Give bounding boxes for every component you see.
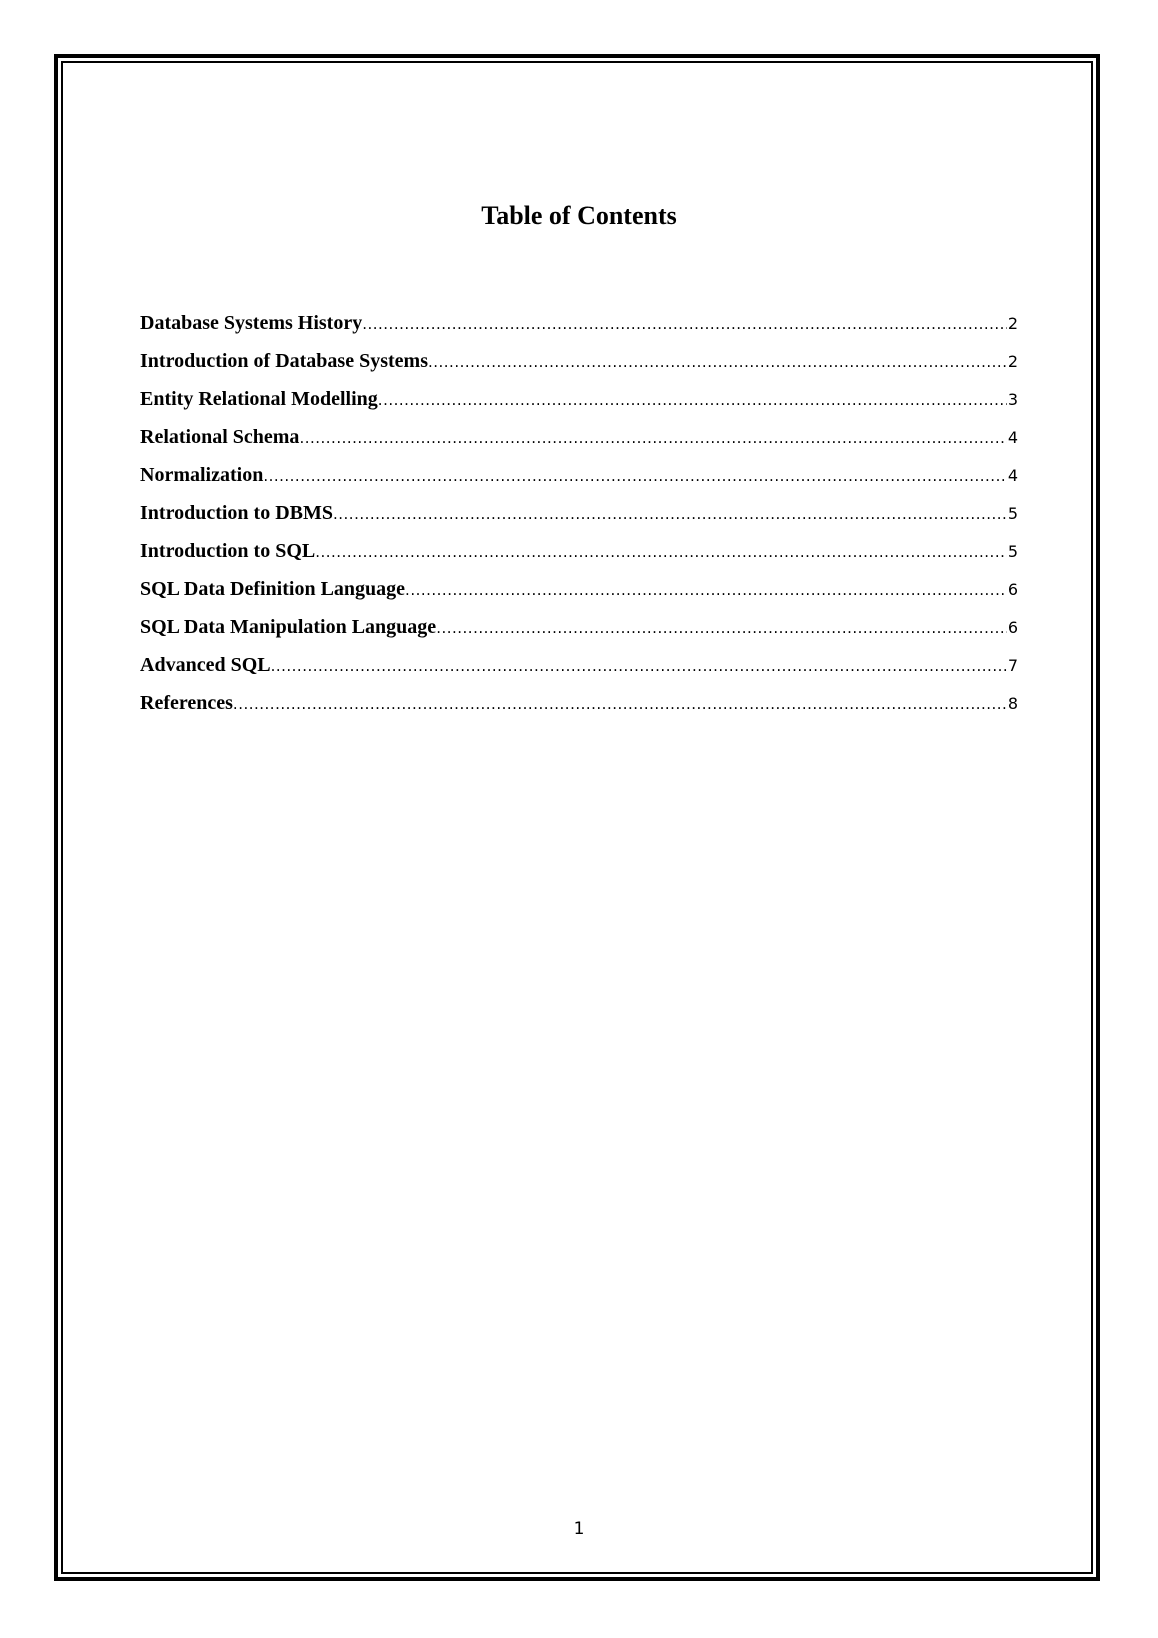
toc-entry[interactable] [140, 688, 1018, 726]
toc-entry-label[interactable]: Advanced SQL [140, 654, 271, 676]
toc-entry-label[interactable]: References [140, 692, 233, 714]
toc-entry-label[interactable]: Introduction to SQL [140, 540, 316, 562]
toc-entry[interactable] [140, 574, 1018, 612]
toc-dot-leader [362, 309, 1007, 339]
toc-entry[interactable] [140, 308, 1018, 346]
toc-entry-page[interactable]: 3 [1007, 390, 1018, 409]
toc-entry-label[interactable]: Introduction to DBMS [140, 502, 333, 524]
toc-entry-label[interactable]: SQL Data Manipulation Language [140, 616, 437, 638]
toc-dot-leader [436, 613, 1007, 643]
toc-entry-label[interactable]: Database Systems History [140, 312, 363, 334]
toc-entry-label[interactable]: Relational Schema [140, 426, 300, 448]
toc-entry-page[interactable]: 6 [1007, 618, 1018, 637]
toc-dot-leader [428, 347, 1007, 377]
page-number: 1 [573, 1519, 585, 1539]
toc-dot-leader [233, 689, 1007, 719]
toc-entry[interactable] [140, 346, 1018, 384]
toc-entry[interactable] [140, 460, 1018, 498]
toc-entry-page[interactable]: 4 [1007, 466, 1018, 485]
toc-dot-leader [315, 537, 1007, 567]
toc-entry[interactable] [140, 422, 1018, 460]
toc-entry-label[interactable]: Normalization [140, 464, 264, 486]
toc-entry-page[interactable]: 6 [1007, 580, 1018, 599]
toc-entry-page[interactable]: 2 [1007, 352, 1018, 371]
toc-dot-leader [378, 385, 1007, 415]
toc-entry-page[interactable]: 5 [1007, 504, 1018, 523]
toc-entry-label[interactable]: Entity Relational Modelling [140, 388, 378, 410]
page-border-inner [61, 61, 1093, 1574]
toc-entry[interactable] [140, 536, 1018, 574]
toc-dot-leader [263, 461, 1007, 491]
toc-entry-label[interactable]: SQL Data Definition Language [140, 578, 406, 600]
toc-dot-leader [405, 575, 1007, 605]
toc-entry-page[interactable]: 2 [1007, 314, 1018, 333]
toc-dot-leader [299, 423, 1006, 453]
toc-dot-leader [333, 499, 1007, 529]
toc-entry-page[interactable]: 5 [1007, 542, 1018, 561]
toc-list [140, 308, 1018, 726]
toc-entry[interactable] [140, 612, 1018, 650]
toc-entry[interactable] [140, 498, 1018, 536]
toc-entry-page[interactable]: 7 [1007, 656, 1018, 675]
toc-entry-page[interactable]: 4 [1007, 428, 1018, 447]
toc-entry[interactable] [140, 384, 1018, 422]
toc-title: Table of Contents [481, 201, 677, 230]
toc-dot-leader [271, 651, 1007, 681]
toc-entry-label[interactable]: Introduction of Database Systems [140, 350, 428, 372]
toc-entry[interactable] [140, 650, 1018, 688]
toc-entry-page[interactable]: 8 [1007, 694, 1018, 713]
